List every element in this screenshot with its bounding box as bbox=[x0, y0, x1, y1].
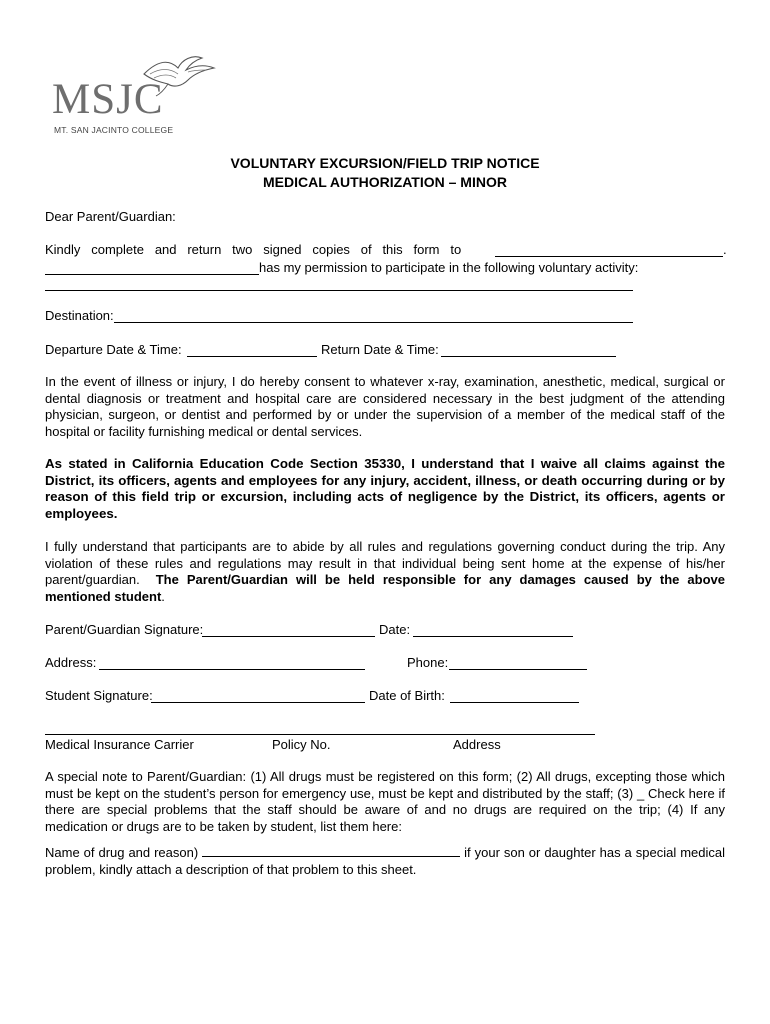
destination-label: Destination: bbox=[45, 308, 114, 323]
waiver-paragraph: As stated in California Education Code Section 35330, I understand that I waive all claims against the District, its officers, agents and employees for any injury, accident, illness, or death occurring during or by reason of this field trip or excursion, including acts of negligence by the District, its officers, agents or employees. bbox=[45, 456, 725, 521]
drug-field[interactable] bbox=[202, 844, 460, 857]
address-label: Address: bbox=[45, 655, 97, 670]
insurance-field[interactable] bbox=[45, 734, 595, 735]
parent-signature-label: Parent/Guardian Signature: bbox=[45, 622, 204, 637]
dob-field[interactable] bbox=[450, 702, 579, 703]
policy-label: Policy No. bbox=[272, 737, 331, 752]
kindly-text: Kindly complete and return two signed copies of this form to bbox=[45, 242, 462, 257]
activity-field[interactable] bbox=[45, 290, 633, 291]
logo-tagline: MT. SAN JACINTO COLLEGE bbox=[54, 125, 174, 135]
rules-paragraph bbox=[45, 539, 729, 605]
departure-field[interactable] bbox=[187, 356, 317, 357]
return-field[interactable] bbox=[441, 356, 616, 357]
insurance-carrier-label: Medical Insurance Carrier bbox=[45, 737, 194, 752]
rules-period: . bbox=[161, 588, 165, 604]
student-name-field[interactable] bbox=[45, 274, 259, 275]
permission-text: has my permission to participate in the following voluntary activity: bbox=[259, 260, 639, 275]
salutation: Dear Parent/Guardian: bbox=[45, 209, 176, 224]
special-note-paragraph: A special note to Parent/Guardian: (1) All drugs must be registered on this form; (2) All drugs, excepting those which must be kept on the student’s person for emergency use, must be kept and distributed by the staff; (3) _ Check here if there are special problems that the staff should be aware of and no drugs are required on the trip; (4) If any medication or drugs are to be taken by student, list them here: bbox=[45, 769, 725, 834]
kindly-period: . bbox=[723, 242, 727, 257]
form-title-line2: MEDICAL AUTHORIZATION – MINOR bbox=[263, 174, 507, 190]
drug-label: Name of drug and reason) bbox=[45, 845, 199, 860]
logo-wordmark: MSJC bbox=[52, 76, 164, 123]
date-field[interactable] bbox=[413, 636, 573, 637]
dob-label: Date of Birth: bbox=[369, 688, 445, 703]
consent-paragraph: In the event of illness or injury, I do hereby consent to whatever x-ray, examination, anesthetic, medical, surgical or dental diagnosis or treatment and hospital care are considered necessary in the best judgment of the attending physician, surgeon, or dentist and performed by or under the supervision of a member of the medical staff of the hospital or facility furnishing medical or dental services. bbox=[45, 374, 725, 439]
destination-field[interactable] bbox=[114, 322, 633, 323]
msjc-logo bbox=[48, 52, 218, 136]
drug-text: if your son or daughter has a special medical problem, kindly attach a description of that problem to this sheet. bbox=[45, 845, 729, 877]
departure-label: Departure Date & Time: bbox=[45, 342, 182, 357]
form-title-line1: VOLUNTARY EXCURSION/FIELD TRIP NOTICE bbox=[230, 155, 540, 171]
return-to-field[interactable] bbox=[495, 256, 723, 257]
insurance-address-label: Address bbox=[453, 737, 501, 752]
phone-field[interactable] bbox=[449, 669, 587, 670]
rules-text: I fully understand that participants are to abide by all rules and regulations governing conduct during the trip. Any violation of these rules and regulations may result in that individual being sent home at the expense of his/her parent/guardian. bbox=[45, 539, 729, 588]
student-signature-label: Student Signature: bbox=[45, 688, 153, 703]
drug-paragraph bbox=[45, 844, 729, 878]
address-field[interactable] bbox=[99, 669, 365, 670]
rules-bold-text: The Parent/Guardian will be held responsible for any damages caused by the above mentioned student bbox=[45, 572, 725, 604]
date-label: Date: bbox=[379, 622, 411, 637]
student-signature-field[interactable] bbox=[151, 702, 365, 703]
phone-label: Phone: bbox=[407, 655, 449, 670]
return-label: Return Date & Time: bbox=[321, 342, 439, 357]
parent-signature-field[interactable] bbox=[202, 636, 375, 637]
